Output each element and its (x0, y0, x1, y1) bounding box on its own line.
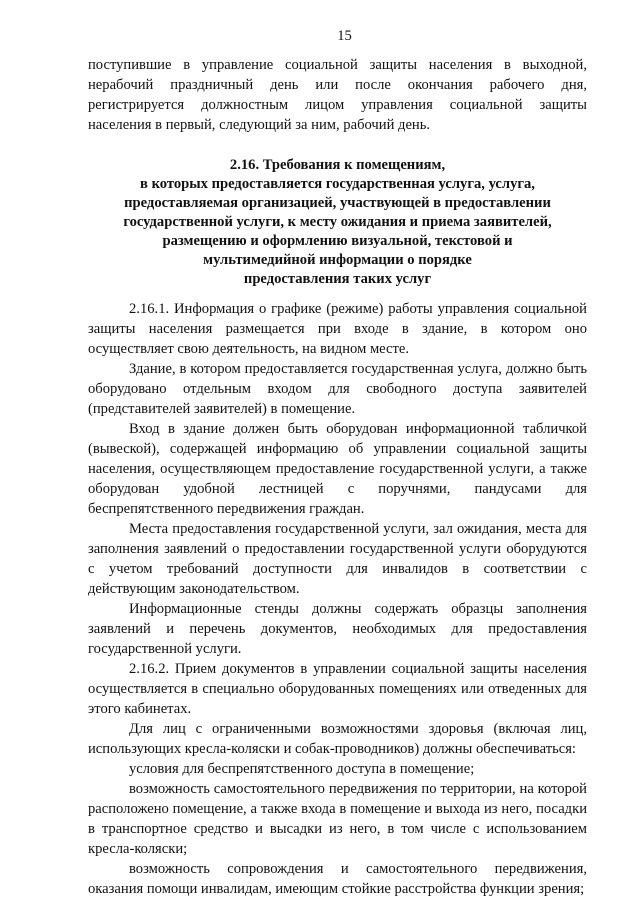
section-title-line: 2.16. Требования к помещениям, (229, 157, 446, 173)
paragraph: Здание, в котором предоставляется государственная услуга, должно быть оборудовано отдельным входом для свободного доступа заявителей (представителей заявителей) в помещение. (88, 361, 587, 417)
section-title-line: в которых предоставляется государственная услуга, услуга, (140, 176, 535, 192)
paragraph: Для лиц с ограниченными возможностями здоровья (включая лиц, использующих кресла-коляски и собак-проводников) должны обеспечиваться: (88, 721, 587, 757)
paragraph: 2.16.1. Информация о графике (режиме) работы управления социальной защиты населения размещается при входе в здание, в котором оно осуществляет свою деятельность, на видном месте. (88, 301, 587, 357)
paragraph-continued: поступившие в управление социальной защиты населения в выходной, нерабочий праздничный день или после окончания рабочего дня, регистрируется должностным лицом управления социальной защиты населения в первый, следующий за ним, рабочий день. (88, 57, 587, 133)
document-body (88, 55, 587, 899)
list-item: условия для беспрепятственного доступа в помещение; (129, 761, 475, 777)
section-title-line: предоставляемая организацией, участвующей в предоставлении (124, 195, 551, 211)
section-title-line: государственной услуги, к месту ожидания и приема заявителей, (123, 214, 552, 230)
section-title (88, 156, 587, 289)
list-item: возможность самостоятельного передвижения по территории, на которой расположено помещение, а также входа в помещение и выхода из него, посадки в транспортное средство и высадки из него, в том числе с использованием кресла-коляски; (88, 781, 587, 857)
list-item: возможность сопровождения и самостоятельного передвижения, оказания помощи инвалидам, имеющим стойкие расстройства функции зрения; (88, 861, 587, 897)
paragraph: Вход в здание должен быть оборудован информационной табличкой (вывеской), содержащей информацию об управлении социальной защиты населения, осуществляющем предоставление государственной услуги, а также оборудован удобной лестницей с поручнями, пандусами для беспрепятственного передвижения граждан. (88, 421, 587, 517)
section-title-line: мультимедийной информации о порядке (203, 252, 472, 268)
section-title-line: предоставления таких услуг (243, 271, 432, 287)
page-number: 15 (337, 28, 352, 44)
section-title-line: размещению и оформлению визуальной, текстовой и (162, 233, 513, 249)
paragraph: 2.16.2. Прием документов в управлении социальной защиты населения осуществляется в специально оборудованных помещениях или отведенных для этого кабинетах. (88, 661, 587, 717)
paragraph: Места предоставления государственной услуги, зал ожидания, места для заполнения заявлений о предоставлении государственной услуги оборудуются с учетом требований доступности для инвалидов в соответствии с действующим законодательством. (88, 521, 587, 597)
paragraph: Информационные стенды должны содержать образцы заполнения заявлений и перечень документов, необходимых для предоставления государственной услуги. (88, 601, 587, 657)
